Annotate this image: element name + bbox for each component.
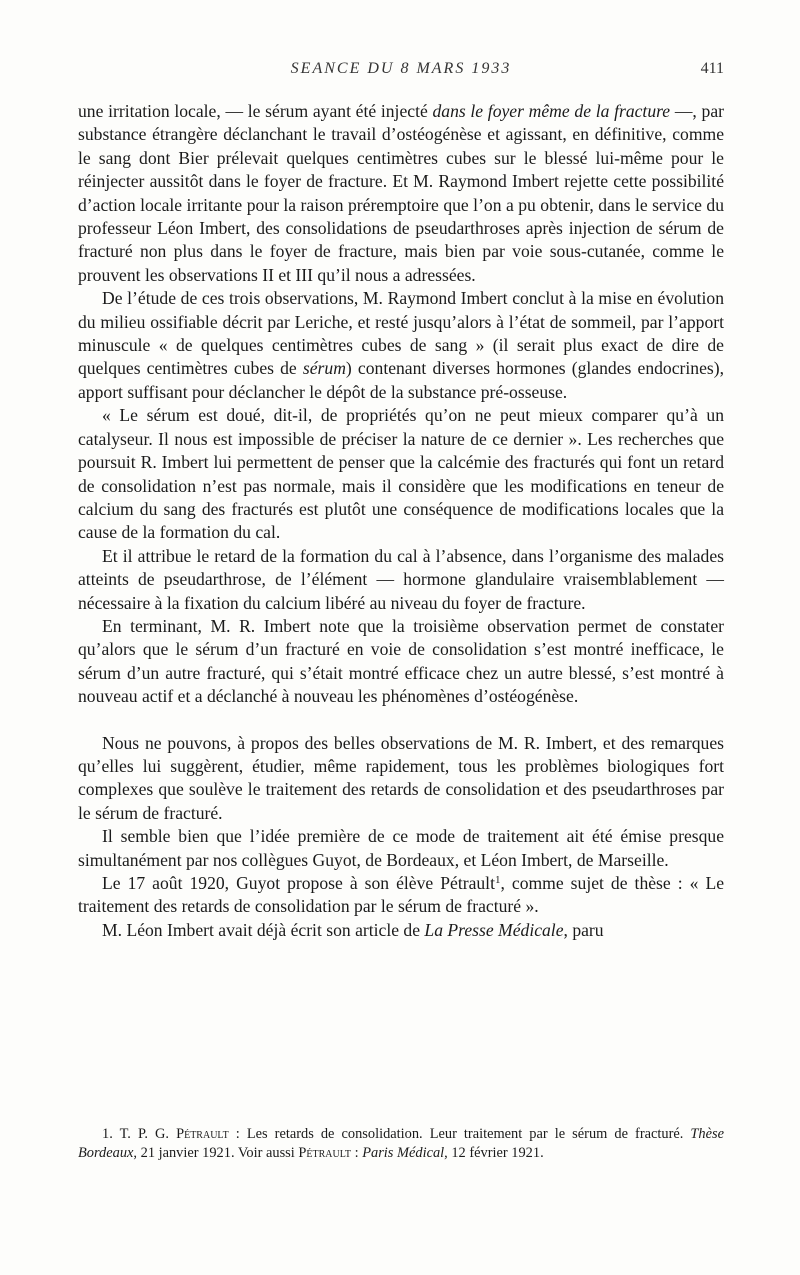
text-run: De l’étude de ces trois observations, M. Raymond Imbert conclut à la mise en évolution du milieu ossifiable décrit par Leriche, et resté jusqu’alors à l’état de sommeil, par l’apport minuscule « de quelques centimètres cubes de sang » (il serait plus exact de dire de quelques centimètres cubes de [78,288,724,379]
paragraph: « Le sérum est doué, dit-il, de propriétés qu’on ne peut mieux comparer qu’à un catalyseur. Il nous est impossible de préciser la nature de ce dernier ». Les recherches que poursuit R. Imbert lui permettent de penser que la calcémie des fracturés qui font un retard de consolidation n’est pas normale, mais il considère que les modifications en teneur de calcium du sang des fracturés est plutôt une conséquence de modifications locales que la cause de la formation du cal. [78,405,724,543]
page-number: 411 [700,60,724,77]
italic-text: La Presse Médicale [424,919,564,940]
author-name: Pétrault [298,1144,352,1161]
author-name: Pétrault [176,1126,229,1142]
italic-text: sérum [302,358,346,379]
italic-text: Paris Médical [362,1144,445,1161]
paragraph [78,100,724,287]
paragraph: Il semble bien que l’idée première de ce mode de traitement ait été émise presque simultanément par nos collègues Guyot, de Bordeaux, et Léon Imbert, de Marseille. [78,826,724,870]
text-run: —, par substance étrangère déclanchant le travail d’ostéogénèse et agissant, en définitive, comme le sang dont Bier prélevait quelques centimètres cubes sur le blessé lui-même pour le réinjecter aussitôt dans le foyer de fracture. Et M. Raymond Imbert rejette cette possibilité d’action locale irritante pour la raison préremptoire que l’on a pu obtenir, dans le service du professeur Léon Imbert, des consolidations de pseudarthroses après injection de sérum de fracturé non plus dans le foyer de fracture, mais bien par voie sous-cutanée, comme le prouvent les observations II et III qu’il nous a adressées. [78,101,724,285]
paragraph [78,872,724,919]
text-run: ) contenant diverses hormones (glandes endocrines), apport suffisant pour déclancher le dépôt de la substance pré-osseuse. [78,358,724,402]
paragraph: Et il attribue le retard de la formation du cal à l’absence, dans l’organisme des malades atteints de pseudarthrose, de l’élément — hormone glandulaire vraisemblablement — nécessaire à la fixation du calcium libéré au niveau du foyer de fracture. [78,545,724,613]
footnote [78,1125,724,1162]
paragraph [78,287,724,404]
text-run: 1. T. P. G. [102,1126,177,1142]
text-run: Le 17 août 1920, Guyot propose à son élève Pétrault [102,873,495,893]
text-run: , 12 février 1921. [444,1144,544,1161]
text-run: : [351,1144,363,1161]
footnotes [78,1125,724,1162]
italic-text: dans le foyer même de la fracture [432,101,671,121]
text-run: , paru [563,919,604,940]
text-run: , comme sujet de thèse : « Le traitement des retards de consolidation par le sérum de fracturé ». [78,873,725,917]
paragraph: En terminant, M. R. Imbert note que la troisième observation permet de constater qu’alors que le sérum d’un fracturé en voie de consolidation s’est montré inefficace, le sérum d’un autre fracturé, qui s’était montré efficace chez un autre blessé, s’est montré à nouveau actif et a déclanché à nouveau les phénomènes d’ostéogénèse. [78,615,724,707]
paragraph: Nous ne pouvons, à propos des belles observations de M. R. Imbert, et des remarques qu’elles lui suggèrent, étudier, même rapidement, tous les problèmes biologiques fort complexes que soulève le traitement des retards de consolidation et des pseudarthroses par le sérum de fracturé. [78,732,724,823]
text-run: : Les retards de consolidation. Leur traitement par le sérum de fracturé. [228,1126,691,1142]
running-title: SEANCE DU 8 MARS 1933 [290,60,512,77]
italic-text: Thèse Bordeaux [78,1126,724,1161]
text-run: une irritation locale, — le sérum ayant été injecté [78,101,433,121]
text-run: , 21 janvier 1921. Voir aussi [133,1144,299,1161]
paragraph [78,919,724,942]
body-text [78,100,724,942]
text-run: M. Léon Imbert avait déjà écrit son article de [102,919,425,940]
page-header [78,60,724,84]
footnote-marker: 1 [494,874,501,886]
